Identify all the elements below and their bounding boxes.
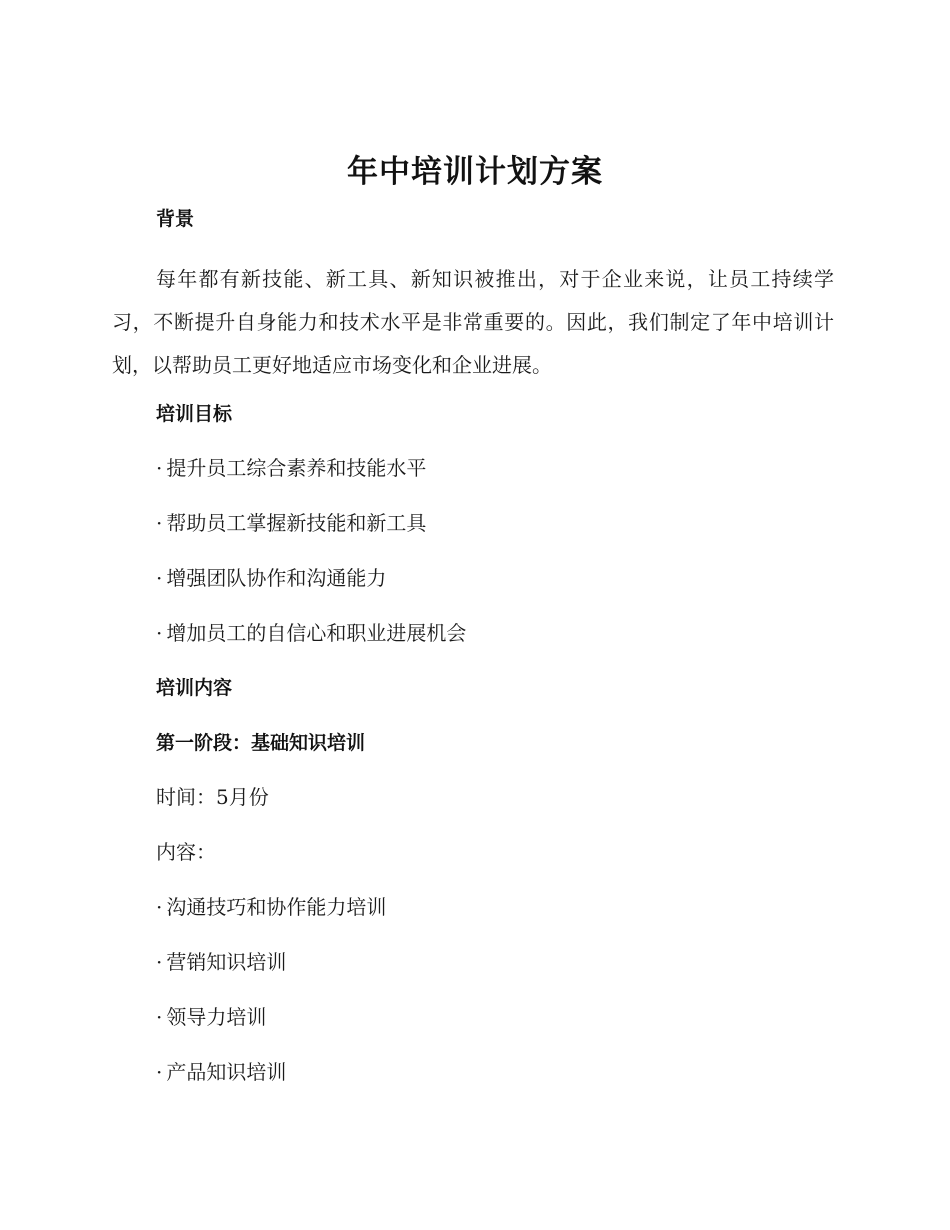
bullet-marker: ·	[156, 895, 163, 919]
document-title: 年中培训计划方案	[347, 154, 603, 190]
section-heading-goals: 培训目标	[156, 403, 233, 425]
list-item-text: 增强团队协作和沟通能力	[166, 566, 387, 590]
list-item	[156, 564, 386, 592]
list-item-text: 产品知识培训	[166, 1060, 287, 1084]
bullet-marker: ·	[156, 621, 163, 645]
list-item	[156, 509, 426, 537]
bullet-marker: ·	[156, 1060, 163, 1084]
bullet-marker: ·	[156, 456, 163, 480]
background-paragraph: 每年都有新技能、新工具、新知识被推出，对于企业来说，让员工持续学习，不断提升自身能力和技术水平是非常重要的。因此，我们制定了年中培训计划，以帮助员工更好地适应市场变化和企业进展。	[112, 267, 834, 377]
list-item-text: 营销知识培训	[166, 950, 287, 974]
phase1-content-label: 内容：	[156, 840, 216, 864]
list-item-text: 帮助员工掌握新技能和新工具	[166, 511, 427, 535]
bullet-marker: ·	[156, 950, 163, 974]
list-item	[156, 948, 286, 976]
list-item	[156, 454, 426, 482]
bullet-marker: ·	[156, 1005, 163, 1029]
list-item-text: 增加员工的自信心和职业进展机会	[166, 621, 467, 645]
list-item	[156, 893, 386, 921]
list-item	[156, 1003, 266, 1031]
list-item	[156, 1058, 286, 1086]
phase1-time: 时间：5月份	[156, 785, 269, 809]
bullet-marker: ·	[156, 511, 163, 535]
section-heading-background: 背景	[156, 208, 195, 230]
list-item	[156, 619, 466, 647]
list-item-text: 领导力培训	[166, 1005, 267, 1029]
bullet-marker: ·	[156, 566, 163, 590]
phase1-heading: 第一阶段：基础知识培训	[156, 732, 366, 754]
list-item-text: 提升员工综合素养和技能水平	[166, 456, 427, 480]
list-item-text: 沟通技巧和协作能力培训	[166, 895, 387, 919]
section-heading-content: 培训内容	[156, 677, 233, 699]
